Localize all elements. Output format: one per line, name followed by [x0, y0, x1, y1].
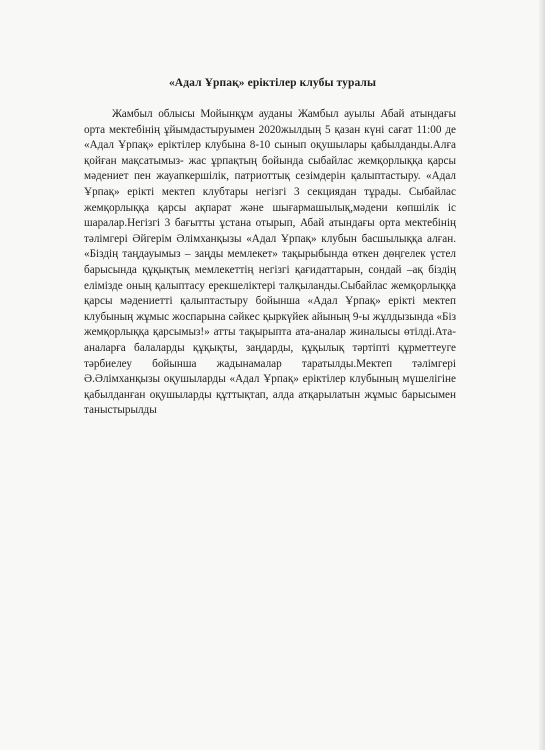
- scan-page-edge: [539, 0, 545, 750]
- document-body-paragraph: Жамбыл облысы Мойынқұм ауданы Жамбыл ауылы Абай атындағы орта мектебінің ұйымдастыруымен 2020жылдың 5 қазан күні сағат 11:00 де «Адал Ұрпақ» еріктілер клубына 8-10 сынып оқушылары қабылданды.Алға қойған мақсатымыз- жас ұрпақтың бойында сыбайлас жемқорлыққа қарсы мәдениет пен жауапкершілік, патриоттық сезімдерін қалыптастыру. «Адал Ұрпақ» ерікті мектеп клубтары негізгі 3 секциядан тұрады. Сыбайлас жемқорлыққа қарсы ақпарат және шығармашылық,мәдени көпшілік іс шаралар.Негізгі 3 бағытты ұстана отырып, Абай атындағы орта мектебінің тәлімгері Әйгерім Әлімханқызы «Адал Ұрпақ» клубын басшылыққа алған. «Біздің таңдауымыз – заңды мемлекет» тақырыбында өткен дөңгелек үстел барысында құқықтық мемлекеттің негізгі қағидаттарын, сондай –ақ біздің елімізде оның қалыптасу ерекшеліктері талқыланды.Сыбайлас жемқорлыққа қарсы мәдениетті қалыптастыру бойынша «Адал Ұрпақ» ерікті мектеп клубының жұмыс жоспарына сәйкес қыркүйек айының 9-ы жұлдызында «Біз жемқорлыққа қарсымыз!» атты тақырыпта ата-аналар жиналысы өтілді.Ата-аналарға балаларды құқықты, заңдарды, құқылық тәртіпті құрметтеуге тәрбиелеу бойынша жадынамалар таратылды.Мектеп тәлімгері Ә.Әлімханқызы оқушыларды «Адал Ұрпақ» еріктілер клубының мүшелігіне қабылданған оқушыларды құттықтап, алда атқарылатын жұмыс барысымен таныстырылды: [84, 108, 456, 417]
- document-title: «Адал Ұрпақ» еріктілер клубы туралы: [168, 77, 377, 89]
